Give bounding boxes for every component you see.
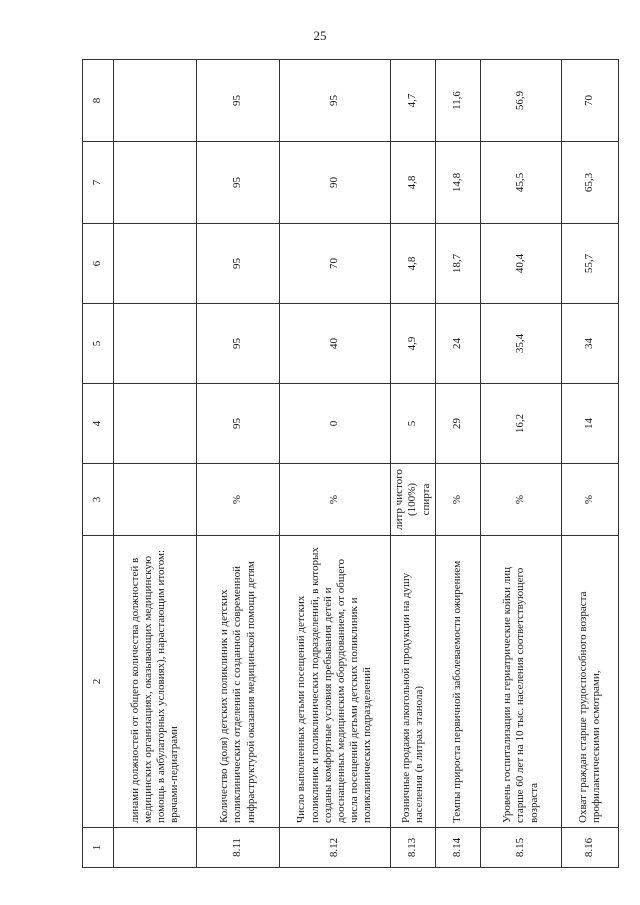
- row-value-col5: 4,9: [391, 304, 436, 384]
- row-unit: %: [280, 464, 391, 536]
- header-col-7: 7: [83, 142, 114, 224]
- row-unit: %: [562, 464, 619, 536]
- header-col-1: 1: [83, 828, 114, 868]
- row-value-col7: 65,3: [562, 142, 619, 224]
- row-description: Розничные продажи алкогольной продукции на душу населения (в литрах этанола): [391, 536, 436, 828]
- row-value-col7: 4,8: [391, 142, 436, 224]
- row-unit: %: [197, 464, 280, 536]
- row-number: 8.15: [481, 828, 562, 868]
- header-col-4: 4: [83, 384, 114, 464]
- table-row: [391, 60, 436, 868]
- row-value-col4: 29: [436, 384, 481, 464]
- row-value-col8: 56,9: [481, 60, 562, 142]
- row-number: 8.12: [280, 828, 391, 868]
- row-value-col8: 11,6: [436, 60, 481, 142]
- row-description: Уровень госпитализации на гериатрические койки лиц старше 60 лет на 10 тыс. населения соответствующего возраста: [481, 536, 562, 828]
- row-number: 8.16: [562, 828, 619, 868]
- row-unit: [114, 464, 197, 536]
- table-row: [436, 60, 481, 868]
- row-value-col7: 14,8: [436, 142, 481, 224]
- row-value-col7: 90: [280, 142, 391, 224]
- table-row: [197, 60, 280, 868]
- row-unit: %: [481, 464, 562, 536]
- row-value-col6: 40,4: [481, 224, 562, 304]
- header-col-6: 6: [83, 224, 114, 304]
- header-col-5: 5: [83, 304, 114, 384]
- row-value-col6: [114, 224, 197, 304]
- row-number: 8.14: [436, 828, 481, 868]
- row-unit: %: [436, 464, 481, 536]
- table-row: [280, 60, 391, 868]
- row-value-col8: 70: [562, 60, 619, 142]
- row-description: линами должностей от общего количества должностей в медицинских организациях, оказывающих медицинскую помощь в амбулаторных условиях), нарастающим итогом: врачами-педиатрами: [114, 536, 197, 828]
- header-col-3: 3: [83, 464, 114, 536]
- row-value-col4: 95: [197, 384, 280, 464]
- row-value-col5: 40: [280, 304, 391, 384]
- table-row: [114, 60, 197, 868]
- row-value-col4: [114, 384, 197, 464]
- row-description: Охват граждан старше трудоспособного возраста профилактическими осмотрами,: [562, 536, 619, 828]
- row-value-col8: [114, 60, 197, 142]
- row-number: 8.11: [197, 828, 280, 868]
- row-number: [114, 828, 197, 868]
- row-unit: литр чистого (100%) спирта: [391, 464, 436, 536]
- row-value-col8: 95: [280, 60, 391, 142]
- row-description: Число выполненных детьми посещений детских поликлиник и поликлинических подразделений, в которых созданы комфортные условия пребывания детей и дооснащенных медицинским оборудованием, от общего числа посещений детьми детских поликлиник и поликлинических подразделений: [280, 536, 391, 828]
- indicators-table-rotated: [82, 60, 602, 868]
- header-col-2: 2: [83, 536, 114, 828]
- row-value-col8: 4,7: [391, 60, 436, 142]
- table-row: [481, 60, 562, 868]
- row-value-col4: 0: [280, 384, 391, 464]
- page-number: 25: [313, 28, 327, 43]
- indicators-table: [82, 59, 619, 868]
- row-value-col7: 95: [197, 142, 280, 224]
- row-value-col6: 55,7: [562, 224, 619, 304]
- row-number: 8.13: [391, 828, 436, 868]
- row-value-col5: 95: [197, 304, 280, 384]
- row-value-col7: [114, 142, 197, 224]
- header-col-8: 8: [83, 60, 114, 142]
- row-value-col5: 35,4: [481, 304, 562, 384]
- row-value-col6: 95: [197, 224, 280, 304]
- row-value-col4: 16,2: [481, 384, 562, 464]
- row-value-col5: [114, 304, 197, 384]
- row-value-col4: 5: [391, 384, 436, 464]
- row-description: Темпы прироста первичной заболеваемости ожирением: [436, 536, 481, 828]
- row-value-col5: 24: [436, 304, 481, 384]
- row-value-col5: 34: [562, 304, 619, 384]
- table-header-row: [83, 60, 114, 868]
- table-row: [562, 60, 619, 868]
- row-value-col8: 95: [197, 60, 280, 142]
- row-value-col6: 4,8: [391, 224, 436, 304]
- row-value-col6: 18,7: [436, 224, 481, 304]
- row-value-col7: 45,5: [481, 142, 562, 224]
- row-description: Количество (доля) детских поликлиник и детских поликлинических отделений с созданной современной инфраструктурой оказания медицинской помощи детям: [197, 536, 280, 828]
- row-value-col4: 14: [562, 384, 619, 464]
- row-value-col6: 70: [280, 224, 391, 304]
